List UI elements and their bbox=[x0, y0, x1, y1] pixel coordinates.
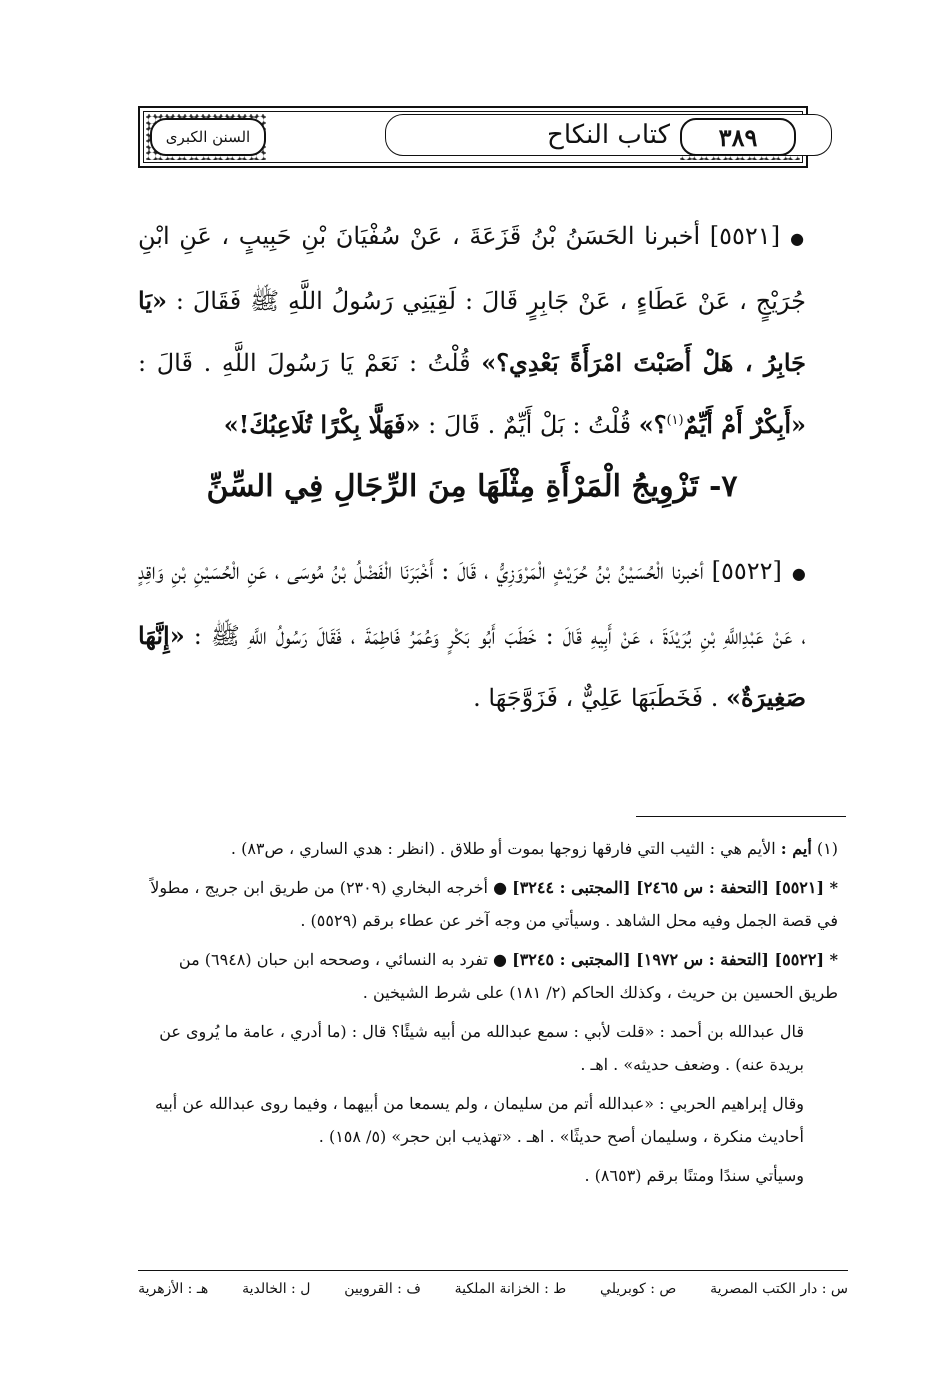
hadith-number: [٥٥٢١] bbox=[709, 222, 781, 250]
page-number: ٣٨٩ bbox=[680, 118, 796, 156]
hadith-quote: «فَهَلَّا بِكْرًا تُلَاعِبُكَ!» bbox=[223, 410, 421, 439]
hadith-quote: «إِنَّهَا صَغِيرَةٌ» bbox=[138, 621, 806, 712]
manuscript-legend bbox=[138, 1276, 848, 1302]
footnote-divider bbox=[636, 816, 846, 817]
hadith-number: [٥٥٢٢] bbox=[711, 557, 782, 585]
hadith-quote: «أَبِكْرٌ أَمْ أَيِّمٌ bbox=[683, 410, 806, 439]
note-refs: * [٥٥٢١] [التحفة : س ٢٤٦٥] [المجتبى : ٣٢٤٤] bbox=[512, 878, 838, 897]
hadith-5521 bbox=[138, 205, 806, 456]
legend-item: س : دار الكتب المصرية bbox=[710, 1281, 848, 1297]
hadith-text: . فَخَطَبَهَا عَلِيٌّ ، فَزَوَّجَهَا . bbox=[473, 684, 726, 712]
note-refs: * [٥٥٢٢] [التحفة : س ١٩٧٢] [المجتبى : ٣٢٤٥] bbox=[512, 950, 838, 969]
footnote-term: أيم : bbox=[780, 839, 812, 858]
hadith-5522 bbox=[138, 540, 806, 729]
legend-item: ط : الخزانة الملكية bbox=[454, 1281, 567, 1297]
footnote-1 bbox=[138, 832, 838, 865]
hadith-text: قُلْتُ : نَعَمْ يَا رَسُولَ اللَّهِ . قَالَ : bbox=[138, 349, 482, 377]
legend-item: هـ : الأزهرية bbox=[138, 1281, 209, 1297]
section-title: ٧- تَزْوِيجُ الْمَرْأَةِ مِثْلَهَا مِنَ الرِّجَالِ فِي السِّنِّ bbox=[206, 469, 738, 504]
book-seal: السنن الكبرى bbox=[150, 118, 266, 156]
note-later: وسيأتي سندًا ومتنًا برقم (٨٦٥٣) . bbox=[584, 1166, 804, 1185]
hadith-text: أخبرنا الحَسَنُ بْنُ قَزَعَةَ ، عَنْ سُفْيَانَ بْنِ حَبِيبٍ ، عَنِ ابْنِ جُرَيْجٍ ، عَنْ عَطَاءٍ ، عَنْ جَابِرٍ قَالَ : لَقِيَنِي رَسُولُ اللَّهِ ﷺ فَقَالَ : bbox=[138, 222, 806, 315]
footnote-text: الأيم هي : الثيب التي فارقها زوجها بموت أو طلاق . (انظر : هدي الساري ، ص٨٣) . bbox=[230, 839, 781, 858]
note-text: ● أخرجه البخاري (٢٣٠٩) من طريق ابن جريج ، مطولاً في قصة الجمل وفيه محل الشاهد . وسيأتي من وجه آخر عن عطاء برقم (٥٥٢٩) . bbox=[150, 878, 838, 930]
note-harbi: وقال إبراهيم الحربي : «عبدالله أتم من سليمان ، ولم يسمعا من أبيهما ، وفيما روى عبدالله عن أبيه أحاديث منكرة ، وسليمان أصح حديثًا» . اهـ . «تهذيب ابن حجر» (٥/ ١٥٨) . bbox=[154, 1094, 804, 1146]
hadith-quote: «يَا جَابِرُ ، هَلْ أَصَبْتَ امْرَأَةً بَعْدِي؟» bbox=[138, 286, 807, 377]
hadith-quote: ؟» bbox=[638, 410, 667, 439]
note-5522 bbox=[138, 943, 838, 1009]
chapter-title: كتاب النكاح bbox=[385, 114, 832, 156]
hadith-text: قُلْتُ : بَلْ أَيِّمٌ . قَالَ : bbox=[420, 411, 639, 439]
note-ahmad: قال عبدالله بن أحمد : «قلت لأبي : سمع عبدالله من أبيه شيئًا؟ قال : (ما أدري ، عامة ما يُروى عن بريدة عنه) . وضعف حديثه» . اهـ . bbox=[159, 1022, 804, 1074]
bullet-icon: ● bbox=[790, 229, 806, 248]
page-header bbox=[138, 106, 808, 168]
legend-item: ص : كوبريلي bbox=[600, 1281, 677, 1297]
bullet-icon: ● bbox=[791, 564, 806, 583]
legend-divider bbox=[138, 1270, 848, 1271]
footnote-ref[interactable]: (١) bbox=[666, 413, 684, 428]
legend-item: ل : الخالدية bbox=[242, 1281, 311, 1297]
note-5521 bbox=[138, 871, 838, 937]
note-text: ● تفرد به النسائي ، وصححه ابن حبان (٦٩٤٨) من طريق الحسين بن حريث ، وكذلك الحاكم (٢/ ١٨١) على شرط الشيخين . bbox=[178, 950, 838, 1002]
legend-item: ف : القرويين bbox=[344, 1281, 421, 1297]
footnote-marker: (١) bbox=[816, 839, 838, 858]
hadith-text: أخبرنا الْحُسَيْنُ بْنُ حُرَيْثٍ الْمَرْوَزِيُّ ، قَالَ : أَخْبَرَنَا الْفَضْلُ بْنُ مُوسَى ، عَنِ الْحُسَيْنِ بْنِ وَاقِدٍ ، عَنْ عَبْدِاللَّهِ بْنِ بُرَيْدَةَ ، عَنْ أَبِيهِ قَالَ : خَطَبَ أَبُو بَكْرٍ وَعُمَرُ فَاطِمَةَ ، فَقَالَ رَسُولُ اللَّهِ ﷺ : bbox=[138, 557, 806, 650]
footnotes bbox=[138, 832, 838, 1198]
